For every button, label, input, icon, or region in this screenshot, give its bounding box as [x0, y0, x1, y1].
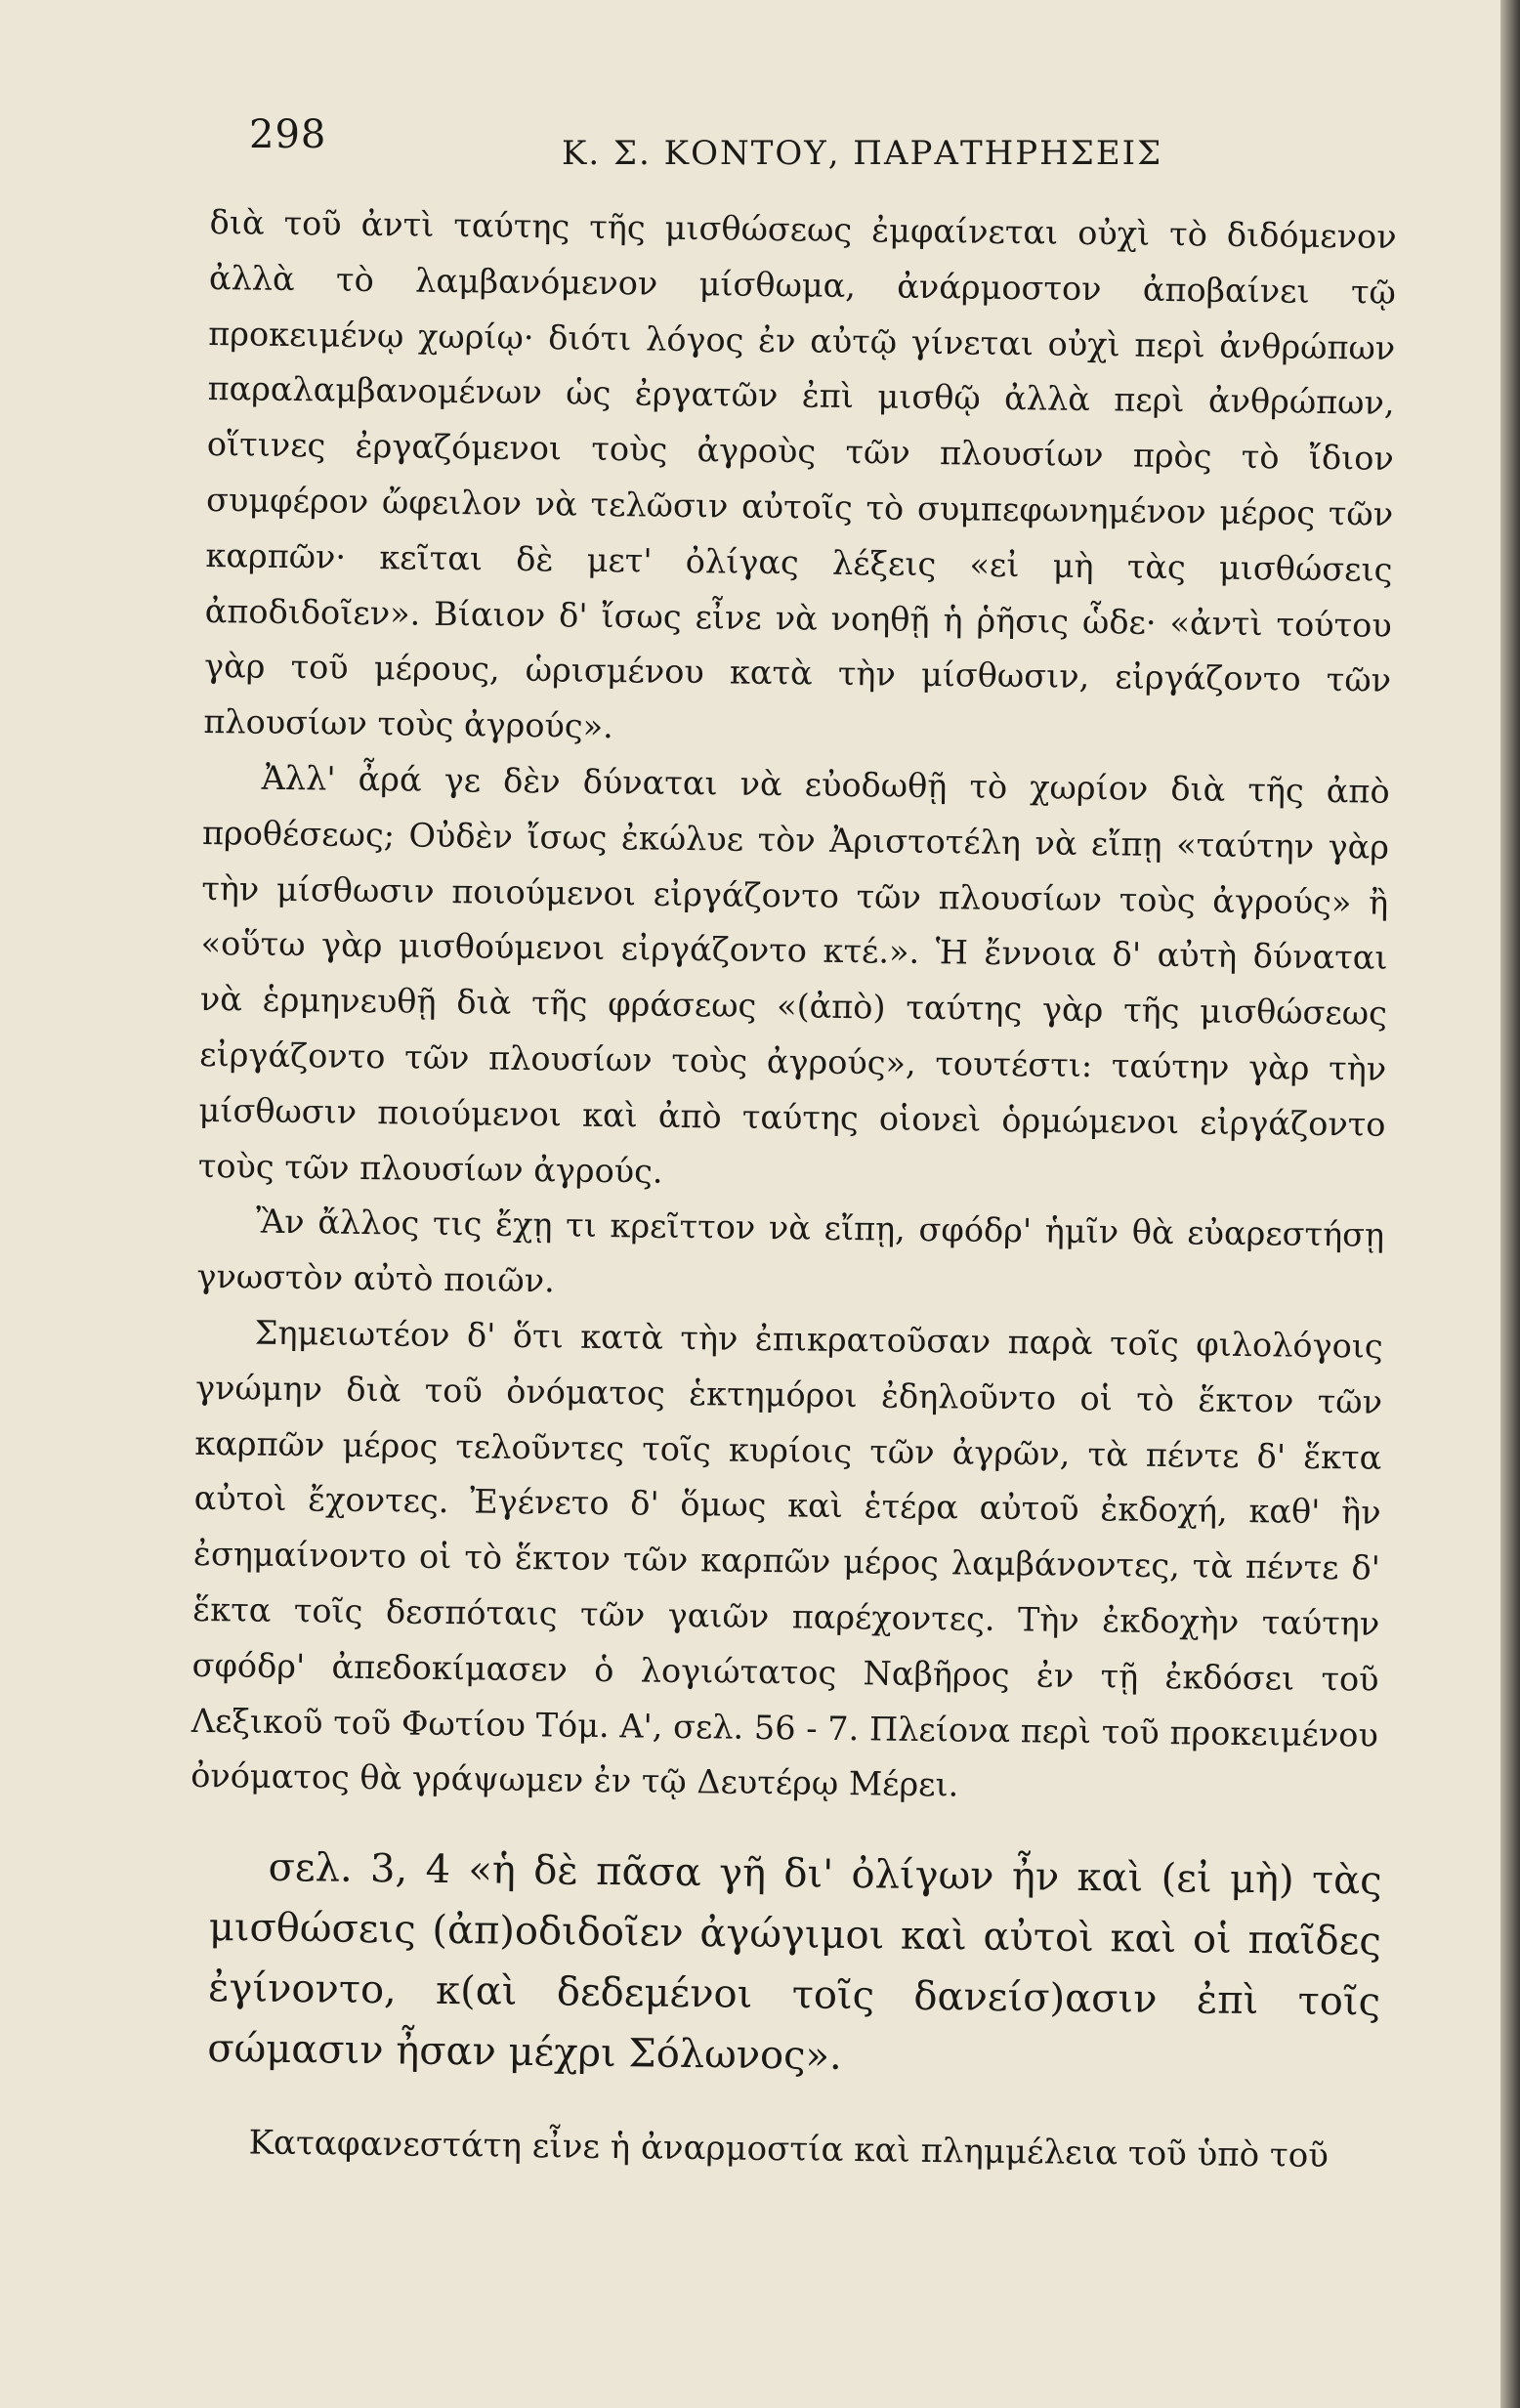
page-edge-shadow: [1500, 0, 1520, 2408]
quoted-passage: [207, 1837, 1382, 2093]
closing-paragraph-text: Καταφανεστάτη εἶνε ἡ ἀναρμοστία καὶ πλημμέλεια τοῦ ὑπὸ τοῦ: [248, 2123, 1330, 2176]
paragraph: Ἂν ἄλλος τις ἔχῃ τι κρεῖττον νὰ εἴπῃ, σφόδρ' ἡμῖν θὰ εὐαρεστήσῃ γνωστὸν αὐτὸ ποιῶν.: [196, 1202, 1385, 1300]
body-text: [190, 195, 1397, 1819]
paragraph: διὰ τοῦ ἀντὶ ταύτης τῆς μισθώσεως ἐμφαίνεται οὐχὶ τὸ διδόμενον ἀλλὰ τὸ λαμβανόμενον μίσθωμα, ἀνάρμοστον ἀποβαίνει τῷ προκειμένῳ χωρίῳ· διότι λόγος ἐν αὐτῷ γίνεται οὐχὶ περὶ ἀνθρώπων παραλαμβανομένων ὡς ἐργατῶν ἐπὶ μισθῷ ἀλλὰ περὶ ἀνθρώπων, οἵτινες ἐργαζόμενοι τοὺς ἀγροὺς τῶν πλουσίων πρὸς τὸ ἴδιον συμφέρον ὤφειλον νὰ τελῶσιν αὐτοῖς τὸ συμπεφωνημένον μέρος τῶν καρπῶν· κεῖται δὲ μετ' ὀλίγας λέξεις «εἰ μὴ τὰς μισθώσεις ἀποδιδοῖεν». Βίαιον δ' ἴσως εἶνε νὰ νοηθῇ ἡ ῥῆσις ὧδε· «ἀντὶ τούτου γὰρ τοῦ μέρους, ὡρισμένου κατὰ τὴν μίσθωσιν, εἰργάζοντο τῶν πλουσίων τοὺς ἀγρούς».: [203, 202, 1397, 746]
running-head: Κ. Σ. ΚΟΝΤΟΥ, ΠΑΡΑΤΗΡΗΣΕΙΣ: [562, 134, 1163, 173]
quoted-passage-text: σελ. 3, 4 «ἡ δὲ πᾶσα γῆ δι' ὀλίγων ἦν καὶ (εἰ μὴ) τὰς μισθώσεις (ἀπ)οδιδοῖεν ἀγώγιμοι καὶ αὐτοὶ καὶ οἱ παῖδες ἐγίνοντο, κ(αὶ δεδεμένοι τοῖς δανείσ)ασιν ἐπὶ τοῖς σώμασιν ἦσαν μέχρι Σόλωνος».: [207, 1844, 1382, 2079]
page-header: [249, 112, 1451, 181]
paragraph: Ἀλλ' ἆρά γε δὲν δύναται νὰ εὐοδωθῇ τὸ χωρίον διὰ τῆς ἀπὸ προθέσεως; Οὐδὲν ἴσως ἐκώλυε τὸν Ἀριστοτέλη νὰ εἴπῃ «ταύτην γὰρ τὴν μίσθωσιν ποιούμενοι εἰργάζοντο τῶν πλουσίων τοὺς ἀγρούς» ἢ «οὕτω γὰρ μισθούμενοι εἰργάζοντο κτέ.». Ἡ ἔννοια δ' αὐτὴ δύναται νὰ ἑρμηνευθῇ διὰ τῆς φράσεως «(ἀπὸ) ταύτης γὰρ τῆς μισθώσεως εἰργάζοντο τῶν πλουσίων τοὺς ἀγρούς», τουτέστι: ταύτην γὰρ τὴν μίσθωσιν ποιούμενοι καὶ ἀπὸ ταύτης οἱονεὶ ὁρμώμενοι εἰργάζοντο τοὺς τῶν πλουσίων ἀγρούς.: [197, 758, 1390, 1191]
closing-paragraph: [209, 2115, 1382, 2184]
page-number: 298: [249, 112, 327, 157]
paragraph: Σημειωτέον δ' ὅτι κατὰ τὴν ἐπικρατοῦσαν παρὰ τοῖς φιλολόγοις γνώμην διὰ τοῦ ὀνόματος ἑκτημόροι ἐδηλοῦντο οἱ τὸ ἕκτον τῶν καρπῶν μέρος τελοῦντες τοῖς κυρίοις τῶν ἀγρῶν, τὰ πέντε δ' ἕκτα αὐτοὶ ἔχοντες. Ἐγένετο δ' ὅμως καὶ ἑτέρα αὐτοῦ ἐκδοχή, καθ' ἣν ἐσημαίνοντο οἱ τὸ ἕκτον τῶν καρπῶν μέρος λαμβάνοντες, τὰ πέντε δ' ἕκτα τοῖς δεσπόταις τῶν γαιῶν παρέχοντες. Τὴν ἐκδοχὴν ταύτην σφόδρ' ἀπεδοκίμασεν ὁ λογιώτατος Ναβῆρος ἐν τῇ ἐκδόσει τοῦ Λεξικοῦ τοῦ Φωτίου Τόμ. Α', σελ. 56 - 7. Πλείονα περὶ τοῦ προκειμένου ὀνόματος θὰ γράψωμεν ἐν τῷ Δευτέρῳ Μέρει.: [190, 1313, 1383, 1804]
